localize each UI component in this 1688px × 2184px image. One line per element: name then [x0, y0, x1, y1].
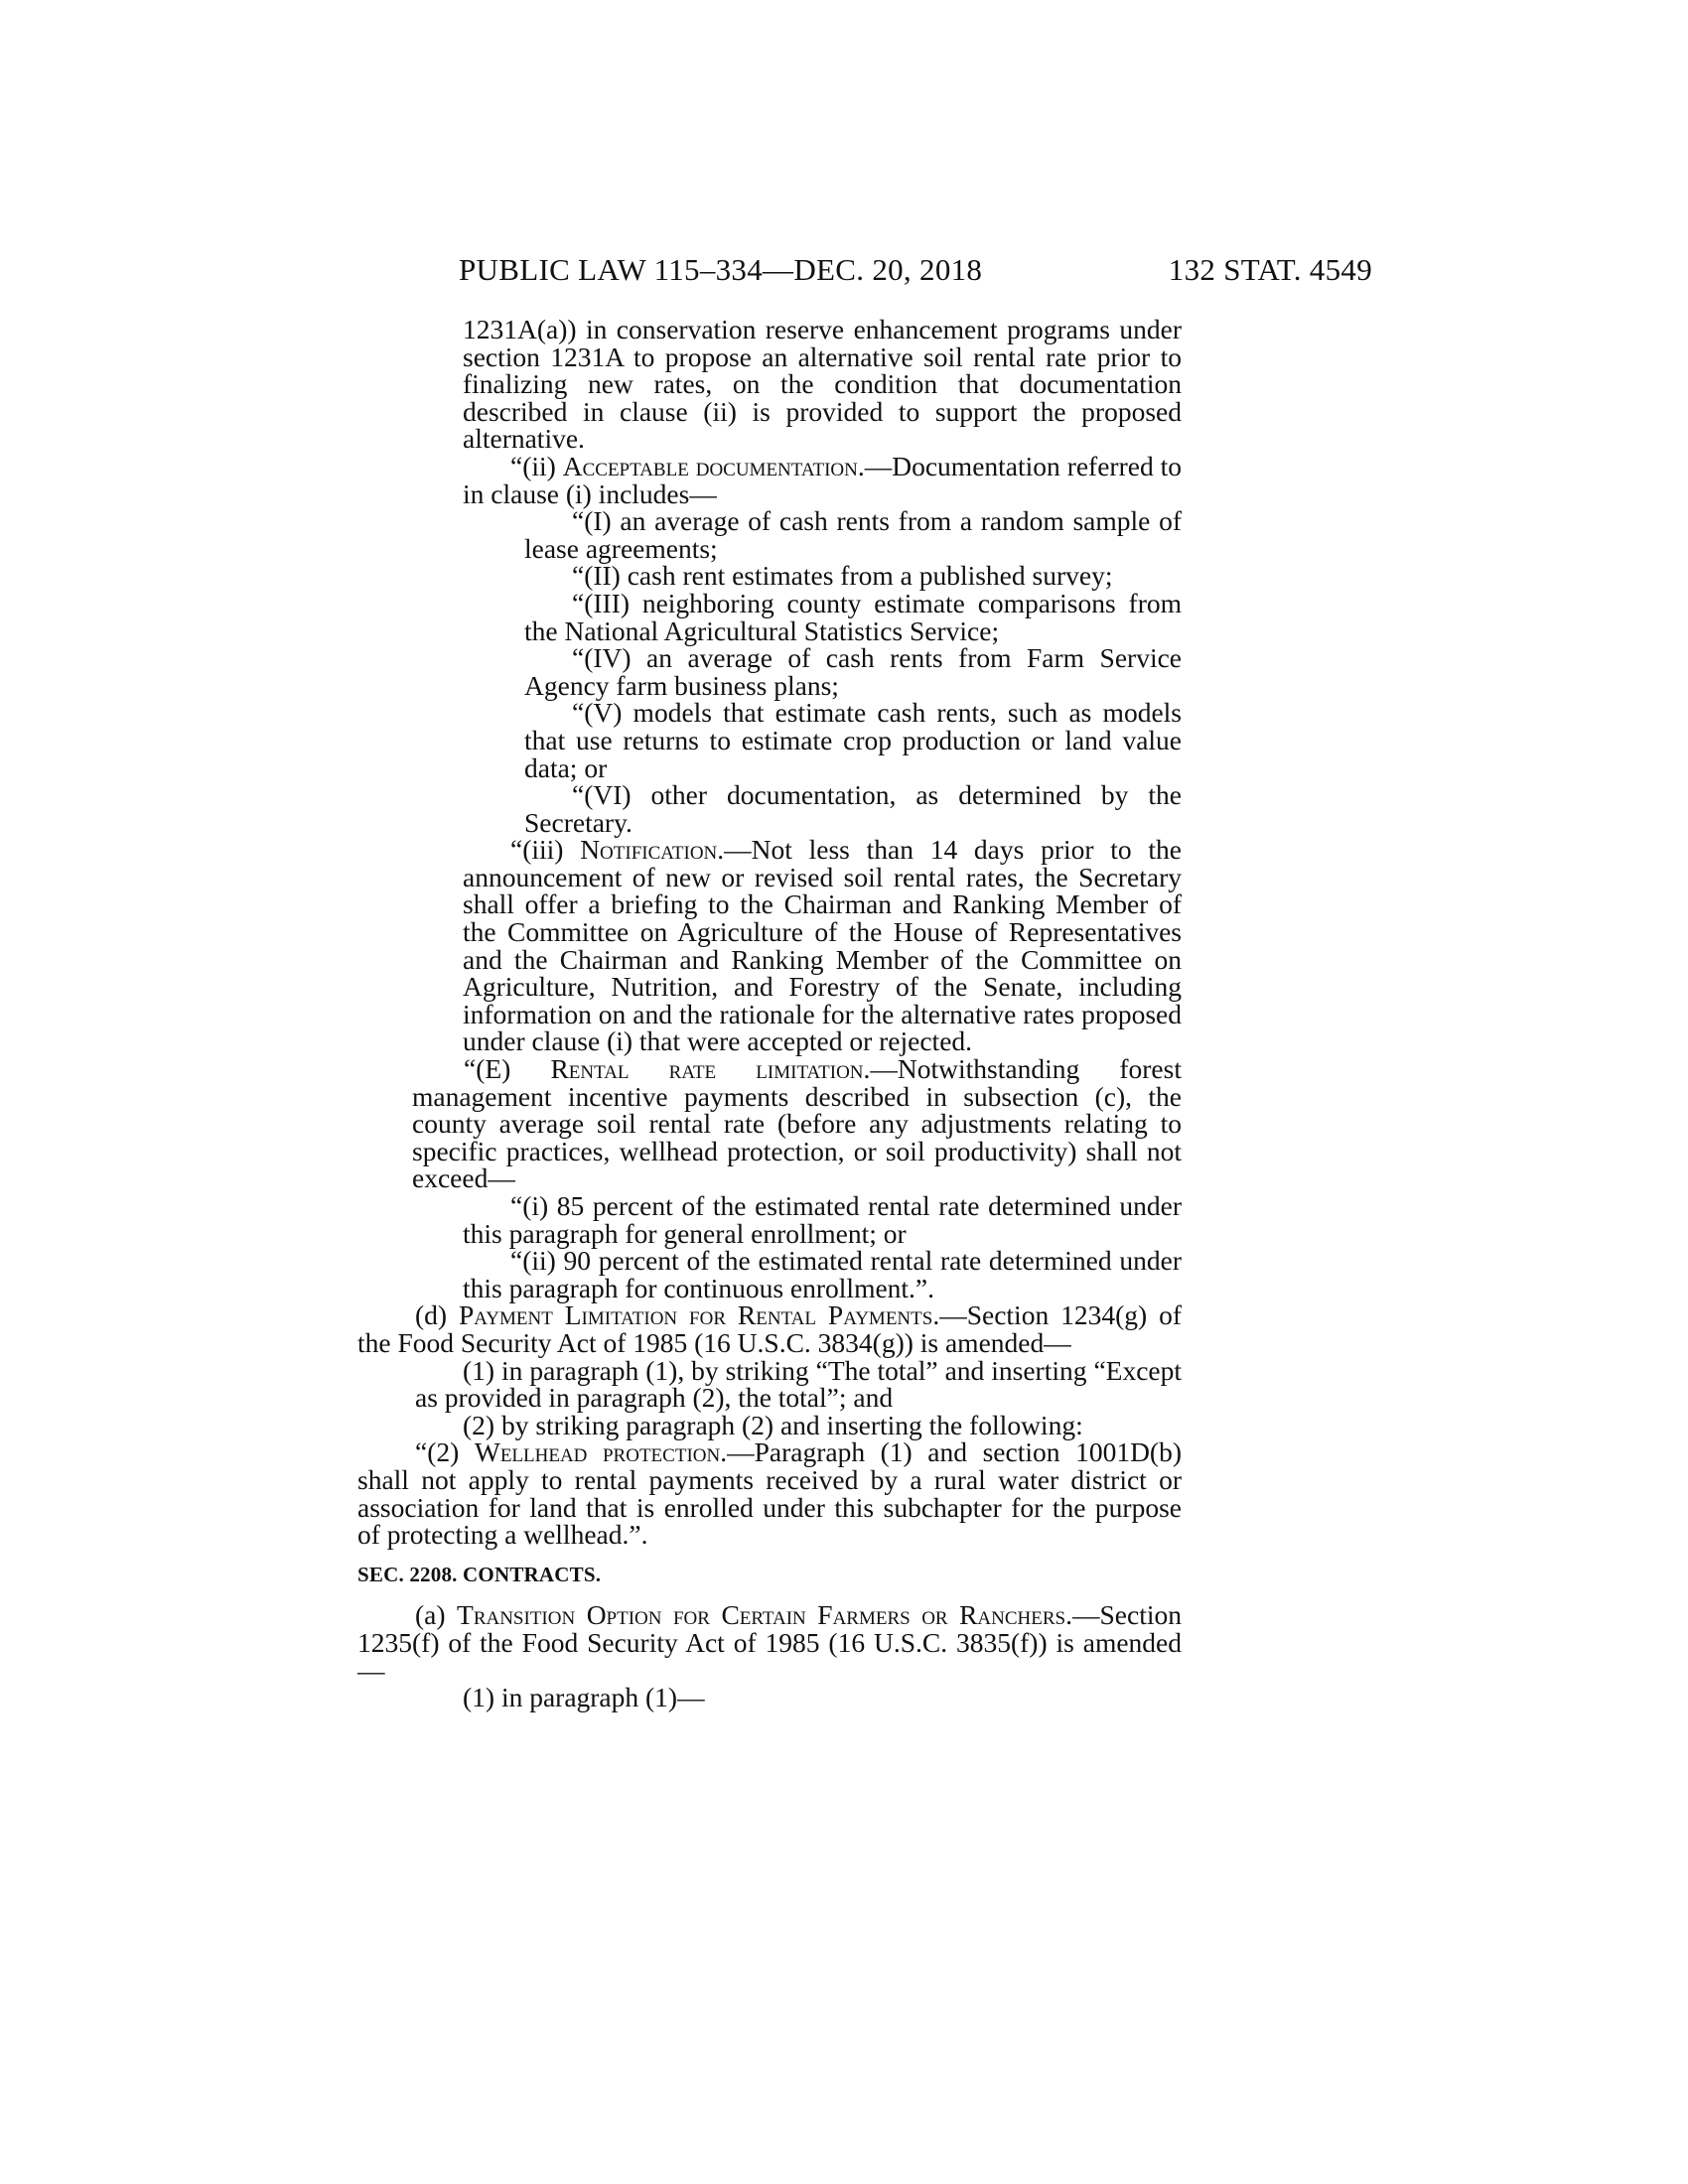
subsection-d-payment-limitation — [357, 1301, 1182, 1356]
subclause-VI: “(VI) other documentation, as determined by the Secretary. — [524, 779, 1182, 838]
stat-citation: 132 STAT. 4549 — [1168, 252, 1372, 287]
clause-text: .—Not less than 14 days prior to the announcement of new or revised soil rental rates, the Secretary shall offer a briefing to the Chairman and Ranking Member of the Committee on Agriculture of the House of Representatives and the Chairman and Ranking Member of the Committee on Agriculture, Nutrition, and Forestry of the Senate, including information on and the rationale for the alternative rates proposed under clause (i) that were accepted or rejected. — [463, 834, 1182, 1057]
clause-heading: Wellhead protection — [474, 1436, 721, 1468]
subclause-V: “(V) models that estimate cash rents, such as models that use returns to estimate crop production or land value data; or — [524, 697, 1182, 783]
clause-heading: Notification — [580, 834, 718, 866]
subclause-III: “(III) neighboring county estimate comparisons from the National Agricultural Statistics Service; — [524, 587, 1182, 646]
clause-text: .—Paragraph (1) and section 1001D(b) shall not apply to rental payments received by a rural water district or association for land that is enrolled under this subchapter for the purpose of protecting a wellhead.”. — [357, 1436, 1182, 1551]
subsection-a-transition-option — [357, 1601, 1182, 1684]
clause-prefix: “(2) — [415, 1436, 475, 1468]
clause-text: .—Documentation referred to in clause (i) includes— — [463, 450, 1182, 509]
clause-prefix: (a) — [415, 1599, 458, 1631]
quoted-paragraph-wellhead-protection — [357, 1436, 1182, 1551]
subparagraph-E-rental-rate-limitation — [412, 1055, 1182, 1192]
clause-prefix: “(ii) — [510, 450, 563, 481]
clause-prefix: “(iii) — [510, 834, 581, 866]
clause-heading: Acceptable documentation — [562, 450, 858, 481]
clause-i-85-percent: “(i) 85 percent of the estimated rental rate determined under this paragraph for general enrollment; or — [463, 1190, 1182, 1249]
clause-ii-acceptable-documentation — [463, 450, 1182, 509]
clause-ii-90-percent: “(ii) 90 percent of the estimated rental rate determined under this paragraph for continuous enrollment.”. — [463, 1245, 1182, 1303]
clause-text: .—Section 1235(f) of the Food Security Act of 1985 (16 U.S.C. 3835(f)) is amended— — [357, 1599, 1182, 1686]
clause-text: .—Notwithstanding forest management incentive payments described in subsection (c), the county average soil rental rate (before any adjustments relating to specific practices, wellhead protection, or soil productivity) shall not exceed— — [412, 1053, 1182, 1194]
paragraph-continuation: 1231A(a)) in conservation reserve enhancement programs under section 1231A to propose an alternative soil rental rate prior to finalizing new rates, on the condition that documentation described in clause (ii) is provided to support the proposed alternative. — [463, 314, 1182, 455]
clause-heading: Transition Option for Certain Farmers or Ranchers — [457, 1599, 1066, 1631]
subclause-I: “(I) an average of cash rents from a random sample of lease agreements; — [524, 505, 1182, 564]
clause-iii-notification — [463, 836, 1182, 1055]
clause-heading: Rental rate limitation — [550, 1053, 864, 1085]
document-body — [357, 316, 1182, 1711]
subclause-II: “(II) cash rent estimates from a published survey; — [572, 560, 1113, 592]
clause-heading: Payment Limitation for Rental Payments — [458, 1299, 933, 1331]
section-heading: SEC. 2208. CONTRACTS. — [357, 1562, 602, 1586]
amendment-paragraph-1-transition: (1) in paragraph (1)— — [463, 1682, 705, 1713]
page-header — [459, 250, 1372, 290]
law-citation: PUBLIC LAW 115–334—DEC. 20, 2018 — [459, 252, 983, 287]
clause-prefix: (d) — [415, 1299, 459, 1331]
clause-text: .—Section 1234(g) of the Food Security Act of 1985 (16 U.S.C. 3834(g)) is amended— — [357, 1299, 1182, 1358]
clause-prefix: “(E) — [464, 1053, 551, 1085]
amendment-paragraph-2: (2) by striking paragraph (2) and inserting the following: — [463, 1409, 1083, 1440]
subclause-IV: “(IV) an average of cash rents from Farm Service Agency farm business plans; — [524, 642, 1182, 701]
amendment-paragraph-1: (1) in paragraph (1), by striking “The total” and inserting “Except as provided in paragraph (2), the total”; and — [415, 1354, 1182, 1414]
